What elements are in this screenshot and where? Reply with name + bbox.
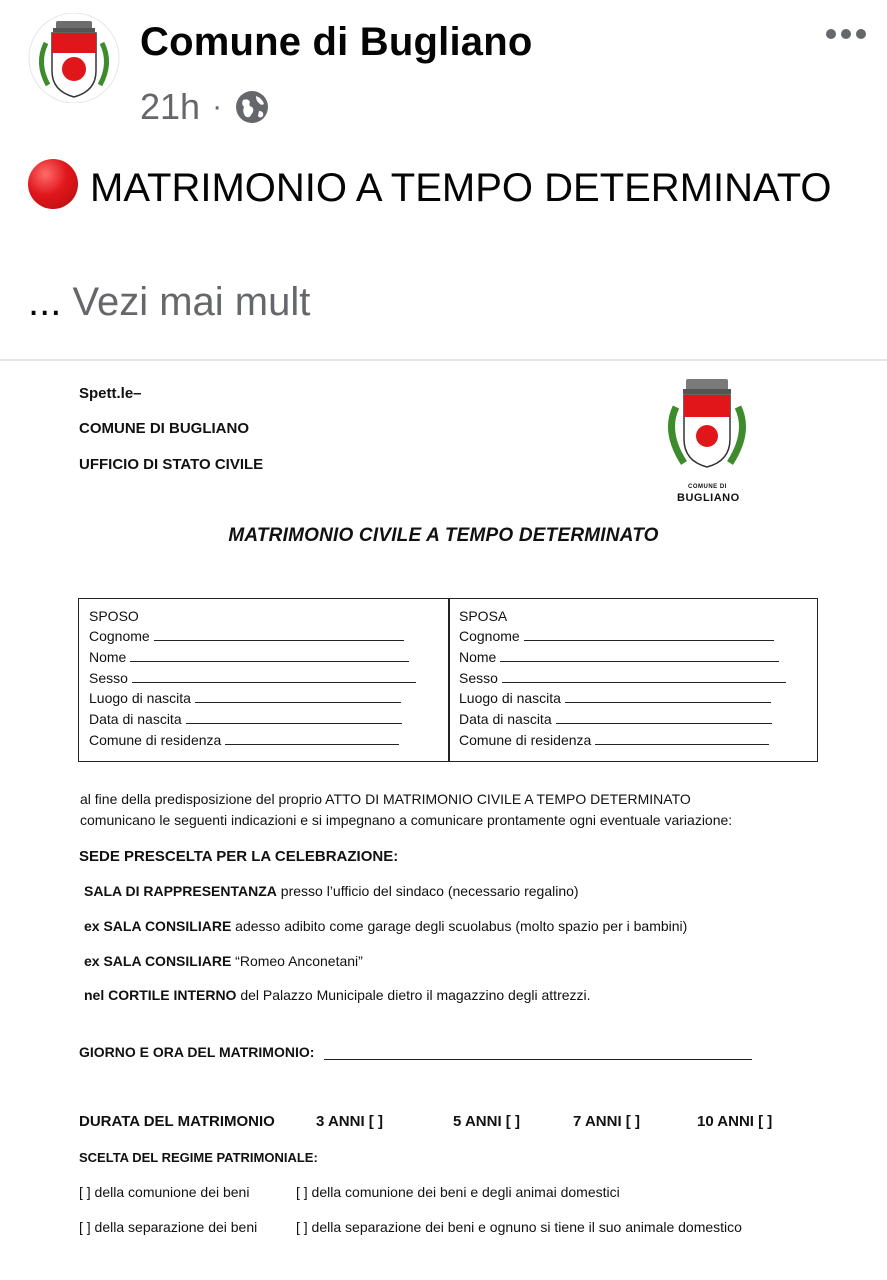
addressee-line-3: UFFICIO DI STATO CIVILE xyxy=(79,456,264,473)
crest-caption-small: COMUNE DI xyxy=(688,484,727,490)
sede-option xyxy=(84,918,687,934)
giorno-label: GIORNO E ORA DEL MATRIMONIO: xyxy=(79,1044,315,1060)
sposo-field-label: Data di nascita xyxy=(89,711,182,728)
fill-line xyxy=(524,640,774,641)
sede-option-text: del Palazzo Municipale dietro il magazzino degli attrezzi. xyxy=(236,987,591,1003)
post-headline: MATRIMONIO A TEMPO DETERMINATO xyxy=(90,166,832,210)
see-more-link[interactable]: Vezi mai mult xyxy=(72,280,311,324)
sposa-field-label: Data di nascita xyxy=(459,711,552,728)
post-time[interactable]: 21h xyxy=(140,86,201,127)
sede-heading: SEDE PRESCELTA PER LA CELEBRAZIONE: xyxy=(79,848,399,865)
ellipsis: ... xyxy=(28,280,62,324)
globe-icon[interactable] xyxy=(234,89,270,125)
sede-option-text: adesso adibito come garage degli scuolabus (molto spazio per i bambini) xyxy=(231,918,688,934)
crest-caption: BUGLIANO xyxy=(677,492,740,504)
more-icon xyxy=(826,29,836,39)
durata-option: 7 ANNI [ ] xyxy=(573,1113,640,1130)
regime-option: [ ] della separazione dei beni xyxy=(79,1219,258,1235)
page-name[interactable]: Comune di Bugliano xyxy=(140,20,533,64)
regime-heading: SCELTA DEL REGIME PATRIMONIALE: xyxy=(79,1150,318,1165)
fill-line xyxy=(500,661,779,662)
table-divider xyxy=(448,599,450,761)
sposo-field-label: Sesso xyxy=(89,669,128,686)
meta-separator: · xyxy=(212,90,223,123)
fill-line xyxy=(595,744,769,745)
fill-line xyxy=(565,702,771,703)
durata-label: DURATA DEL MATRIMONIO xyxy=(79,1113,275,1130)
post-image-document[interactable] xyxy=(0,361,887,1280)
intro-line-2: comunicano le seguenti indicazioni e si impegnano a comunicare prontamente ogni eventuale variazione: xyxy=(80,812,733,828)
sposa-field-label: Comune di residenza xyxy=(459,731,592,748)
post-text xyxy=(28,158,858,219)
durata-option: 3 ANNI [ ] xyxy=(316,1113,383,1130)
fill-line xyxy=(132,682,416,683)
sposo-column xyxy=(89,603,416,748)
sposo-field-label: Comune di residenza xyxy=(89,731,222,748)
page-avatar[interactable] xyxy=(26,13,122,103)
sposa-column xyxy=(459,603,786,748)
regime-option: [ ] della separazione dei beni e ognuno si tiene il suo animale domestico xyxy=(296,1219,742,1235)
more-icon xyxy=(856,29,866,39)
red-circle-emoji xyxy=(28,159,78,209)
fill-line xyxy=(502,682,786,683)
durata-option: 5 ANNI [ ] xyxy=(453,1113,520,1130)
sposo-field-label: Nome xyxy=(89,649,127,666)
fill-line xyxy=(225,744,399,745)
fill-line xyxy=(130,661,409,662)
sposa-field-label: Cognome xyxy=(459,628,520,645)
fill-line xyxy=(556,723,772,724)
sede-option-bold: nel CORTILE INTERNO xyxy=(84,987,237,1003)
sposo-heading: SPOSO xyxy=(89,607,139,624)
sede-option-bold: SALA DI RAPPRESENTANZA xyxy=(84,883,277,899)
sposo-field-label: Luogo di nascita xyxy=(89,690,191,707)
addressee-line-1: Spett.le– xyxy=(79,385,142,402)
giorno-fill-line xyxy=(324,1059,752,1060)
fill-line xyxy=(195,702,401,703)
sposa-field-label: Nome xyxy=(459,649,497,666)
addressee-line-2: COMUNE DI BUGLIANO xyxy=(79,420,249,437)
sede-option-bold: ex SALA CONSILIARE xyxy=(84,953,232,969)
intro-line-1: al fine della predisposizione del proprio ATTO DI MATRIMONIO CIVILE A TEMPO DETERMINATO xyxy=(80,791,691,807)
spouses-table xyxy=(78,598,818,762)
sposa-heading: SPOSA xyxy=(459,607,508,624)
sede-option xyxy=(84,987,591,1003)
sede-option-text: presso l’ufficio del sindaco (necessario regalino) xyxy=(276,883,579,899)
fill-line xyxy=(186,723,402,724)
regime-option: [ ] della comunione dei beni e degli animai domestici xyxy=(296,1184,620,1200)
sede-option-bold: ex SALA CONSILIARE xyxy=(84,918,232,934)
see-more-row xyxy=(28,280,310,325)
sposa-field-label: Sesso xyxy=(459,669,498,686)
sede-option xyxy=(84,953,363,969)
sposa-field-label: Luogo di nascita xyxy=(459,690,561,707)
fill-line xyxy=(154,640,404,641)
more-options-button[interactable] xyxy=(826,28,866,40)
municipal-crest xyxy=(662,377,752,473)
document-title: MATRIMONIO CIVILE A TEMPO DETERMINATO xyxy=(228,525,659,546)
sposo-field-label: Cognome xyxy=(89,628,150,645)
sede-option-text: “Romeo Anconetani” xyxy=(231,953,363,969)
regime-option: [ ] della comunione dei beni xyxy=(79,1184,250,1200)
post-meta xyxy=(140,86,270,128)
sede-option xyxy=(84,883,579,899)
more-icon xyxy=(841,29,851,39)
durata-option: 10 ANNI [ ] xyxy=(697,1113,773,1130)
